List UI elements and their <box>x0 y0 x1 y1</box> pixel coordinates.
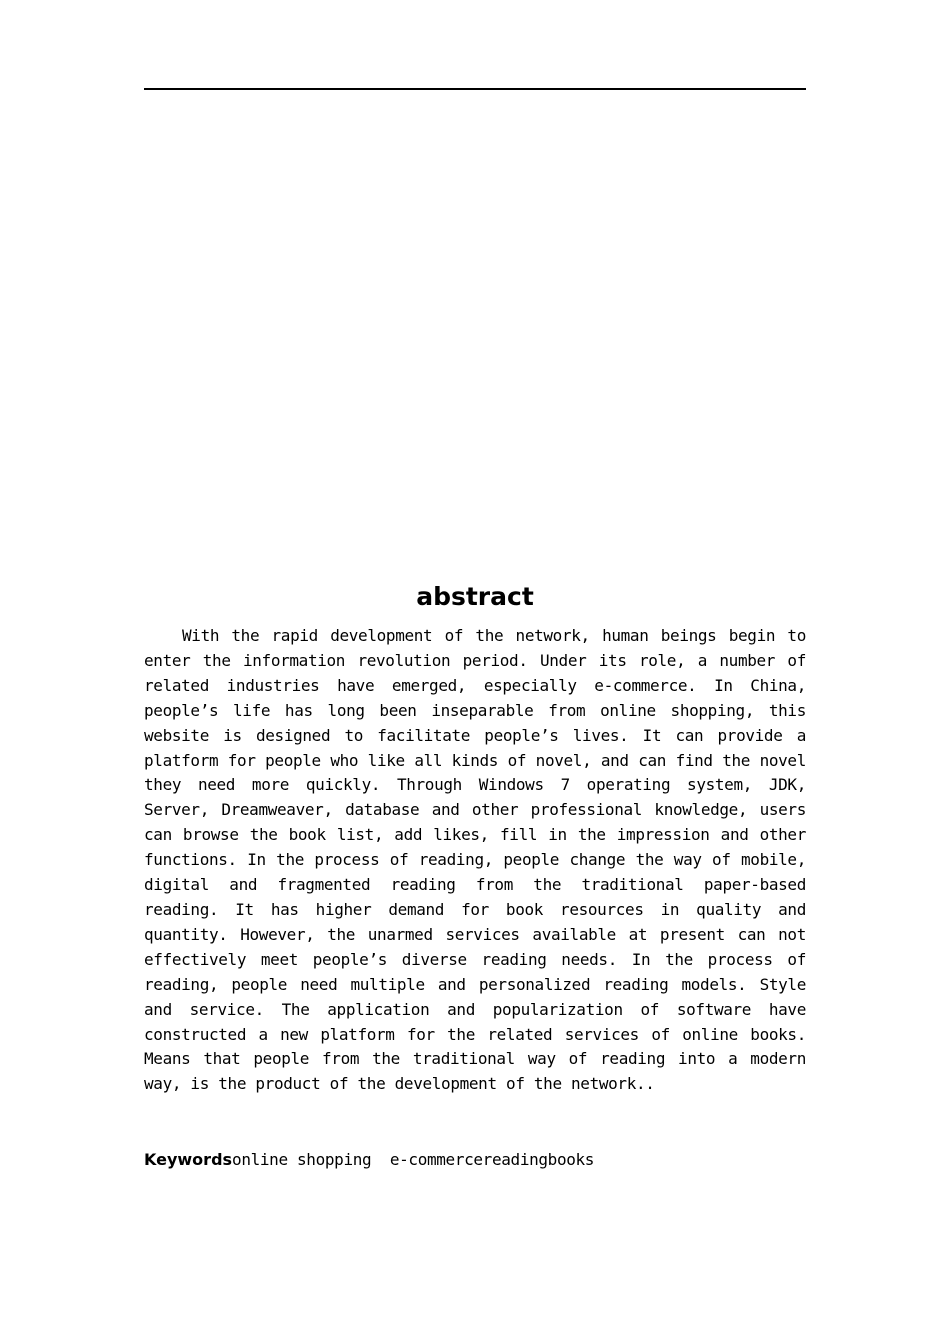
abstract-body: With the rapid development of the network, human beings begin to enter the information revolution period. Under its role, a number of related industries have emerged, especially e-commerce. In China, people’s life has long been inseparable from online shopping, this website is designed to facilitate people’s lives. It can provide a platform for people who like all kinds of novel, and can find the novel they need more quickly. Through Windows 7 operating system, JDK, Server, Dreamweaver, database and other professional knowledge, users can browse the book list, add likes, fill in the impression and other functions. In the process of reading, people change the way of mobile, digital and fragmented reading from the traditional paper-based reading. It has higher demand for book resources in quality and quantity. However, the unarmed services available at present can not effectively meet people’s diverse reading needs. In the process of reading, people need multiple and personalized reading models. Style and service. The application and popularization of software have constructed a new platform for the related services of online books. Means that people from the traditional way of reading into a modern way, is the product of the development of the network.. <box>144 626 806 1094</box>
keywords-label: Keywords <box>144 1150 233 1169</box>
keywords-line <box>144 1147 806 1173</box>
keywords-value: online shopping e-commercereadingbooks <box>232 1150 595 1169</box>
header-rule <box>144 88 806 90</box>
abstract-title: abstract <box>416 582 534 611</box>
